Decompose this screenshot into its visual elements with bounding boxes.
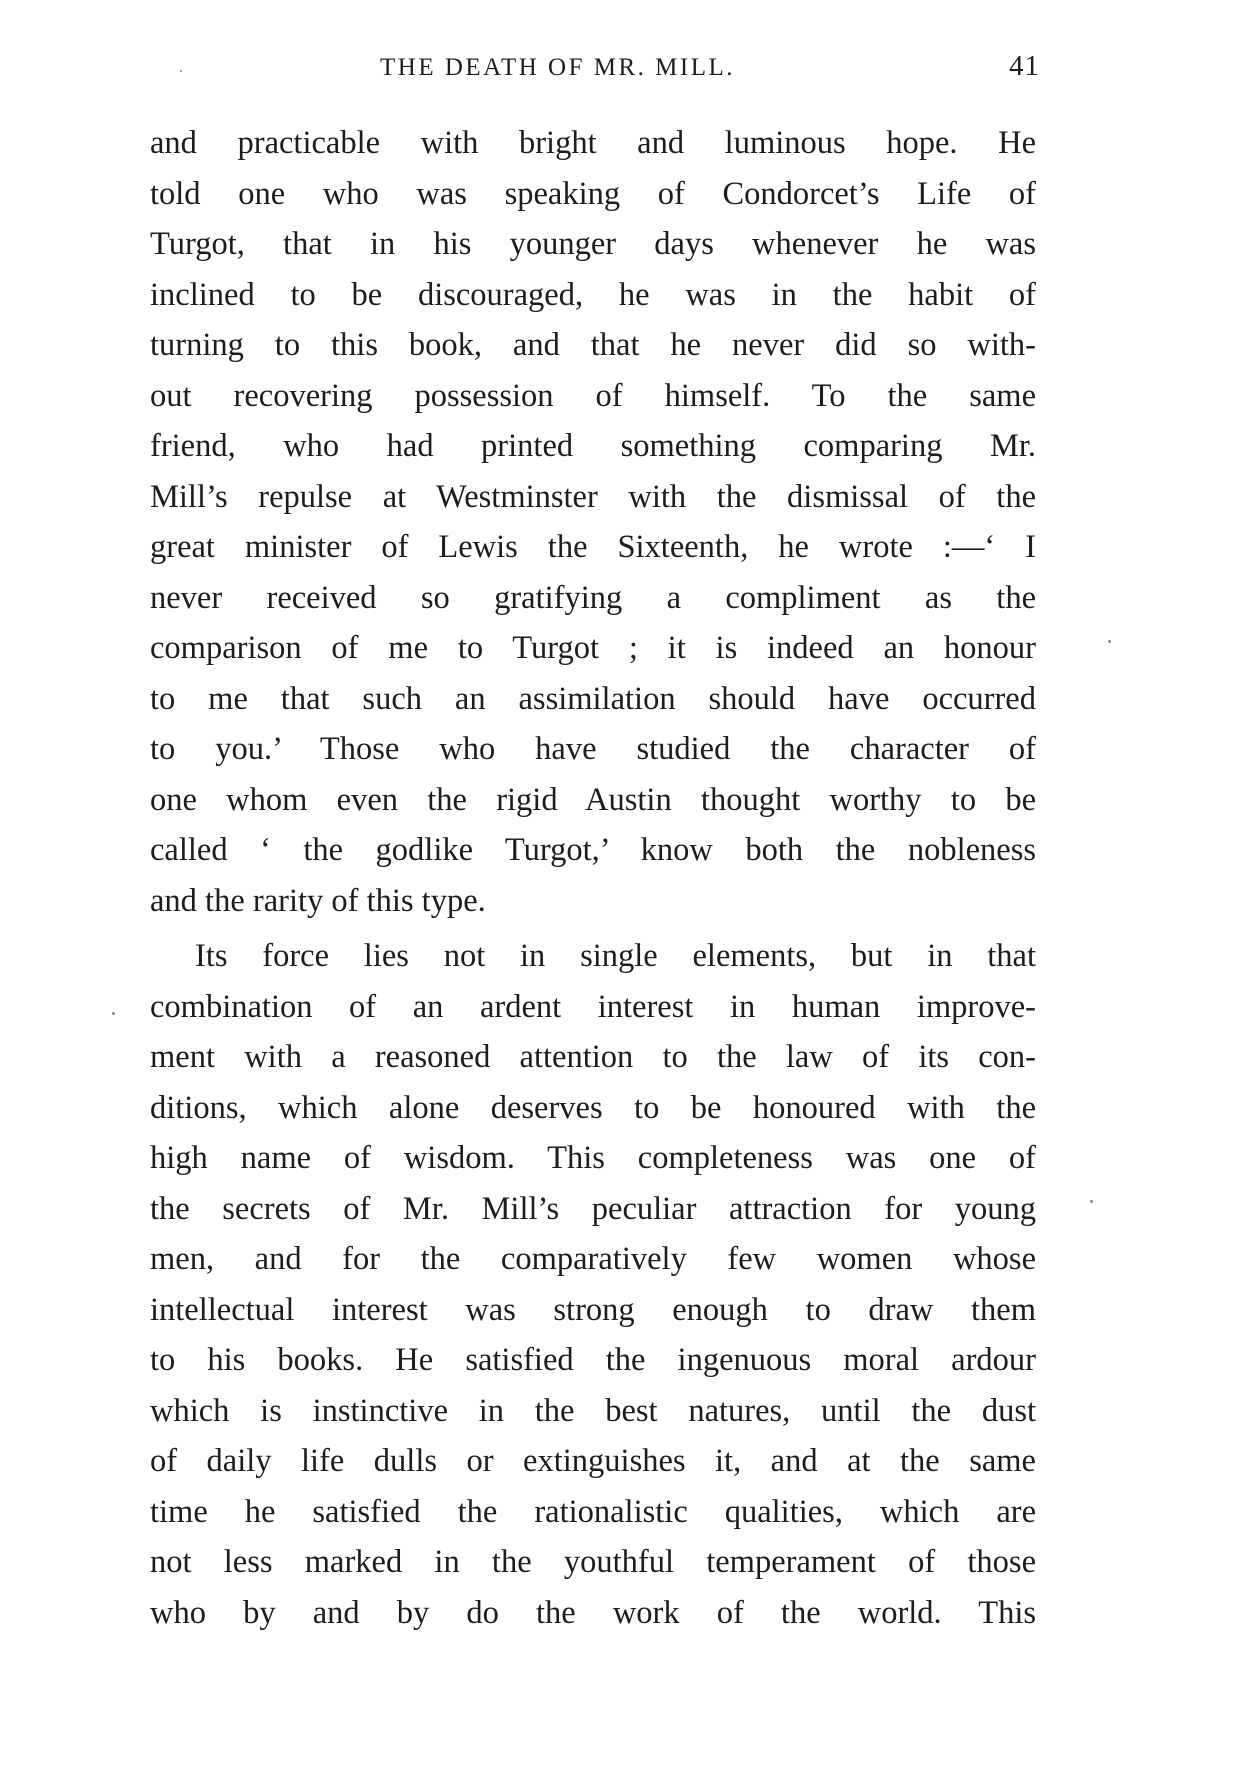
text-line: told one who was speaking of Condorcet’s Life of	[150, 175, 1036, 212]
text-line: great minister of Lewis the Sixteenth, he wrote :—‘ I	[150, 529, 1036, 565]
text-line: time he satisfied the rationalistic qualities, which are	[150, 1493, 1036, 1530]
text-line: the secrets of Mr. Mill’s peculiar attraction for young	[150, 1190, 1036, 1227]
text-line: friend, who had printed something comparing Mr.	[150, 428, 1036, 464]
running-head-title: THE DEATH OF MR. MILL.	[380, 54, 735, 81]
text-line: and the rarity of this type.	[150, 882, 486, 919]
text-line: ment with a reasoned attention to the law of its con-	[150, 1039, 1036, 1075]
text-line: to me that such an assimilation should have occurred	[150, 680, 1036, 717]
body-text	[150, 118, 1036, 1638]
text-line: ditions, which alone deserves to be honoured with the	[150, 1089, 1036, 1126]
text-line: inclined to be discouraged, he was in the habit of	[150, 276, 1036, 313]
text-line: which is instinctive in the best natures, until the dust	[150, 1392, 1036, 1429]
print-speck	[1108, 640, 1111, 643]
text-line: out recovering possession of himself. To the same	[150, 377, 1036, 414]
text-line: called ‘ the godlike Turgot,’ know both the nobleness	[150, 832, 1036, 868]
text-line: comparison of me to Turgot ; it is indeed an honour	[150, 630, 1036, 666]
text-line: intellectual interest was strong enough to draw them	[150, 1291, 1036, 1328]
text-line: men, and for the comparatively few women whose	[150, 1241, 1036, 1277]
text-line: Turgot, that in his younger days whenever he was	[150, 226, 1036, 262]
text-line: not less marked in the youthful temperament of those	[150, 1544, 1036, 1580]
paragraph-2	[150, 931, 1036, 1638]
text-line: and practicable with bright and luminous hope. He	[150, 125, 1036, 161]
paragraph-1	[150, 118, 1036, 926]
text-line: one whom even the rigid Austin thought worthy to be	[150, 781, 1036, 818]
text-line: combination of an ardent interest in human improve-	[150, 988, 1036, 1025]
text-line: turning to this book, and that he never did so with-	[150, 327, 1036, 363]
text-line: who by and by do the work of the world. This	[150, 1594, 1036, 1631]
page-number: 41	[1009, 50, 1040, 82]
text-line: high name of wisdom. This completeness was one of	[150, 1140, 1036, 1176]
text-line: of daily life dulls or extinguishes it, and at the same	[150, 1443, 1036, 1479]
text-line: to you.’ Those who have studied the character of	[150, 731, 1036, 767]
print-speck	[180, 70, 182, 72]
text-line: Its force lies not in single elements, but in that	[195, 938, 1036, 974]
text-line: to his books. He satisfied the ingenuous moral ardour	[150, 1342, 1036, 1378]
text-line: Mill’s repulse at Westminster with the dismissal of the	[150, 478, 1036, 515]
running-head	[150, 50, 1040, 94]
print-speck	[1090, 1200, 1093, 1203]
text-line: never received so gratifying a compliment as the	[150, 579, 1036, 616]
print-speck	[112, 1012, 115, 1015]
